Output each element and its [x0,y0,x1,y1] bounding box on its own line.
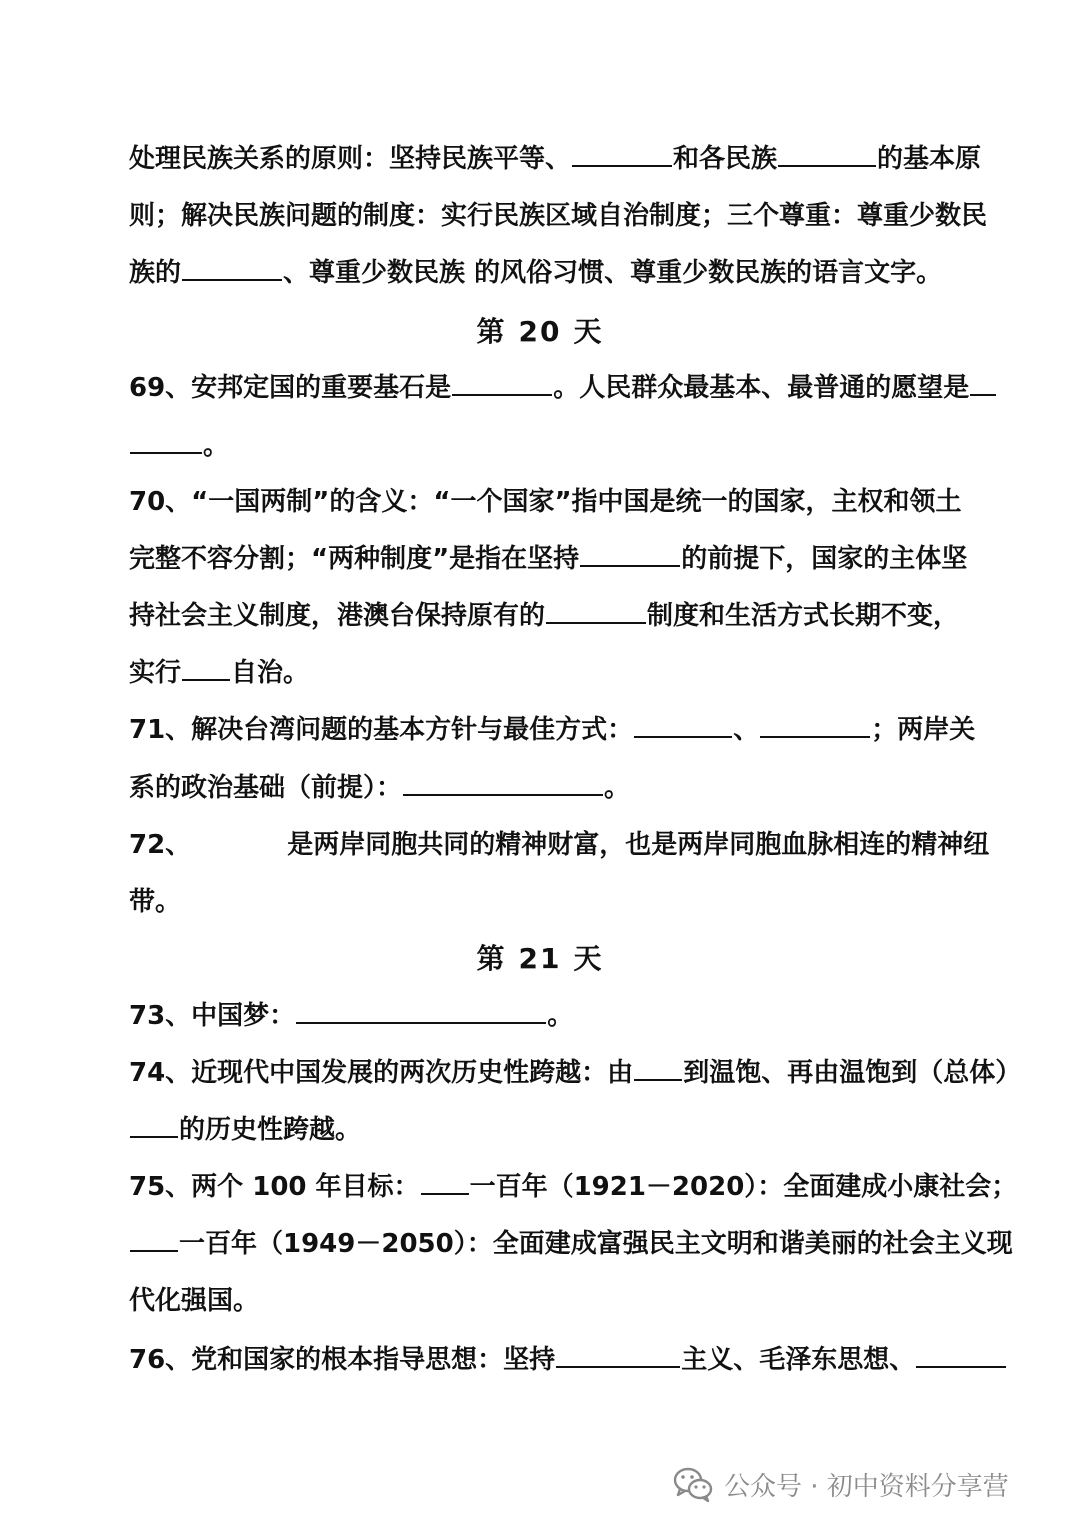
text: 到温饱、再由温饱到（总体） [683,1058,1022,1088]
day-20-heading [0,310,1080,354]
intro-line-3 [129,253,942,293]
heading-prefix: 第 [476,942,507,975]
answer-blank [634,1053,682,1081]
text: 73、中国梦： [129,1001,296,1031]
text: 代化强国。 [129,1286,260,1316]
answer-blank [760,710,870,738]
text: 一百年（1949－2050）：全面建成富强民主文明和谐美丽的社会主义现 [179,1229,1013,1259]
answer-blank [634,710,732,738]
text: 的历史性跨越。 [179,1115,362,1145]
text: 。 [203,431,230,461]
q71-line-1 [129,710,975,750]
answer-blank [556,1340,680,1368]
text: 71、解决台湾问题的基本方针与最佳方式： [129,715,634,745]
heading-number: 20 [518,315,562,348]
text: 完整不容分割；“两种制度”是指在坚持 [129,544,580,574]
q74-line-2 [129,1110,361,1150]
text: ；两岸关 [871,715,976,745]
text: 、 [733,715,760,745]
text: 75、两个 100 年目标： [129,1172,420,1202]
text: 系的政治基础（前提）： [129,773,403,803]
q72-line-2 [129,882,181,922]
answer-blank [296,996,546,1024]
wechat-icon [672,1463,714,1505]
q70-line-2 [129,539,967,579]
q70-line-4 [129,653,309,693]
text: 制度和生活方式长期不变， [647,601,960,631]
answer-blank [778,139,876,167]
text: 的前提下，国家的主体坚 [681,544,968,574]
watermark-text: 公众号 · 初中资料分享营 [724,1471,1009,1502]
q70-line-1 [129,482,962,522]
answer-blank [182,253,282,281]
text: 族的 [129,258,182,288]
q75-line-1 [129,1167,1017,1207]
q76-line-1 [129,1340,1007,1380]
intro-line-1 [129,139,981,179]
q69-line-1 [129,368,997,408]
text: 。人民群众最基本、最普通的愿望是 [553,373,970,403]
q69-line-2 [129,426,229,466]
q71-line-2 [129,768,630,808]
text: 70、“一国两制”的含义：“一个国家”指中国是统一的国家，主权和领土 [129,487,962,517]
intro-line-2 [129,196,987,236]
text: 处理民族关系的原则：坚持民族平等、 [129,144,572,174]
answer-blank [452,368,552,396]
text: 74、近现代中国发展的两次历史性跨越：由 [129,1058,634,1088]
text: 一百年（1921－2020）：全面建成小康社会； [469,1172,1018,1202]
answer-blank [130,426,202,454]
text: 76、党和国家的根本指导思想：坚持 [129,1345,556,1375]
answer-blank [421,1167,469,1195]
text: 和各民族 [673,144,778,174]
q70-line-3 [129,596,959,636]
day-21-heading [0,937,1080,981]
text: 。 [547,1001,574,1031]
q75-line-3 [129,1281,259,1321]
text: 、尊重少数民族 的风俗习惯、尊重少数民族的语言文字。 [283,258,943,288]
watermark [672,1462,1009,1506]
answer-blank [970,368,996,396]
text: 69、安邦定国的重要基石是 [129,373,452,403]
text: 的基本原 [877,144,982,174]
heading-number: 21 [518,942,562,975]
answer-blank [403,768,603,796]
heading-suffix: 天 [573,315,604,348]
text: 持社会主义制度，港澳台保持原有的 [129,601,546,631]
answer-blank [572,139,672,167]
text: 带。 [129,887,182,917]
answer-blank [580,539,680,567]
q72-line-1 [129,825,989,865]
text: 自治。 [231,658,310,688]
text: 72、 [129,830,192,860]
q74-line-1 [129,1053,1021,1093]
answer-blank [182,653,230,681]
text: 实行 [129,658,182,688]
answer-blank [130,1110,178,1138]
q73-line-1 [129,996,573,1036]
answer-blank [916,1340,1006,1368]
text: 是两岸同胞共同的精神财富，也是两岸同胞血脉相连的精神纽 [287,830,990,860]
heading-prefix: 第 [476,315,507,348]
text: 则；解决民族问题的制度：实行民族区域自治制度；三个尊重：尊重少数民 [129,201,988,231]
answer-blank [130,1224,178,1252]
q75-line-2 [129,1224,1013,1264]
text: 。 [604,773,631,803]
answer-blank [546,596,646,624]
text: 主义、毛泽东思想、 [681,1345,916,1375]
heading-suffix: 天 [573,942,604,975]
